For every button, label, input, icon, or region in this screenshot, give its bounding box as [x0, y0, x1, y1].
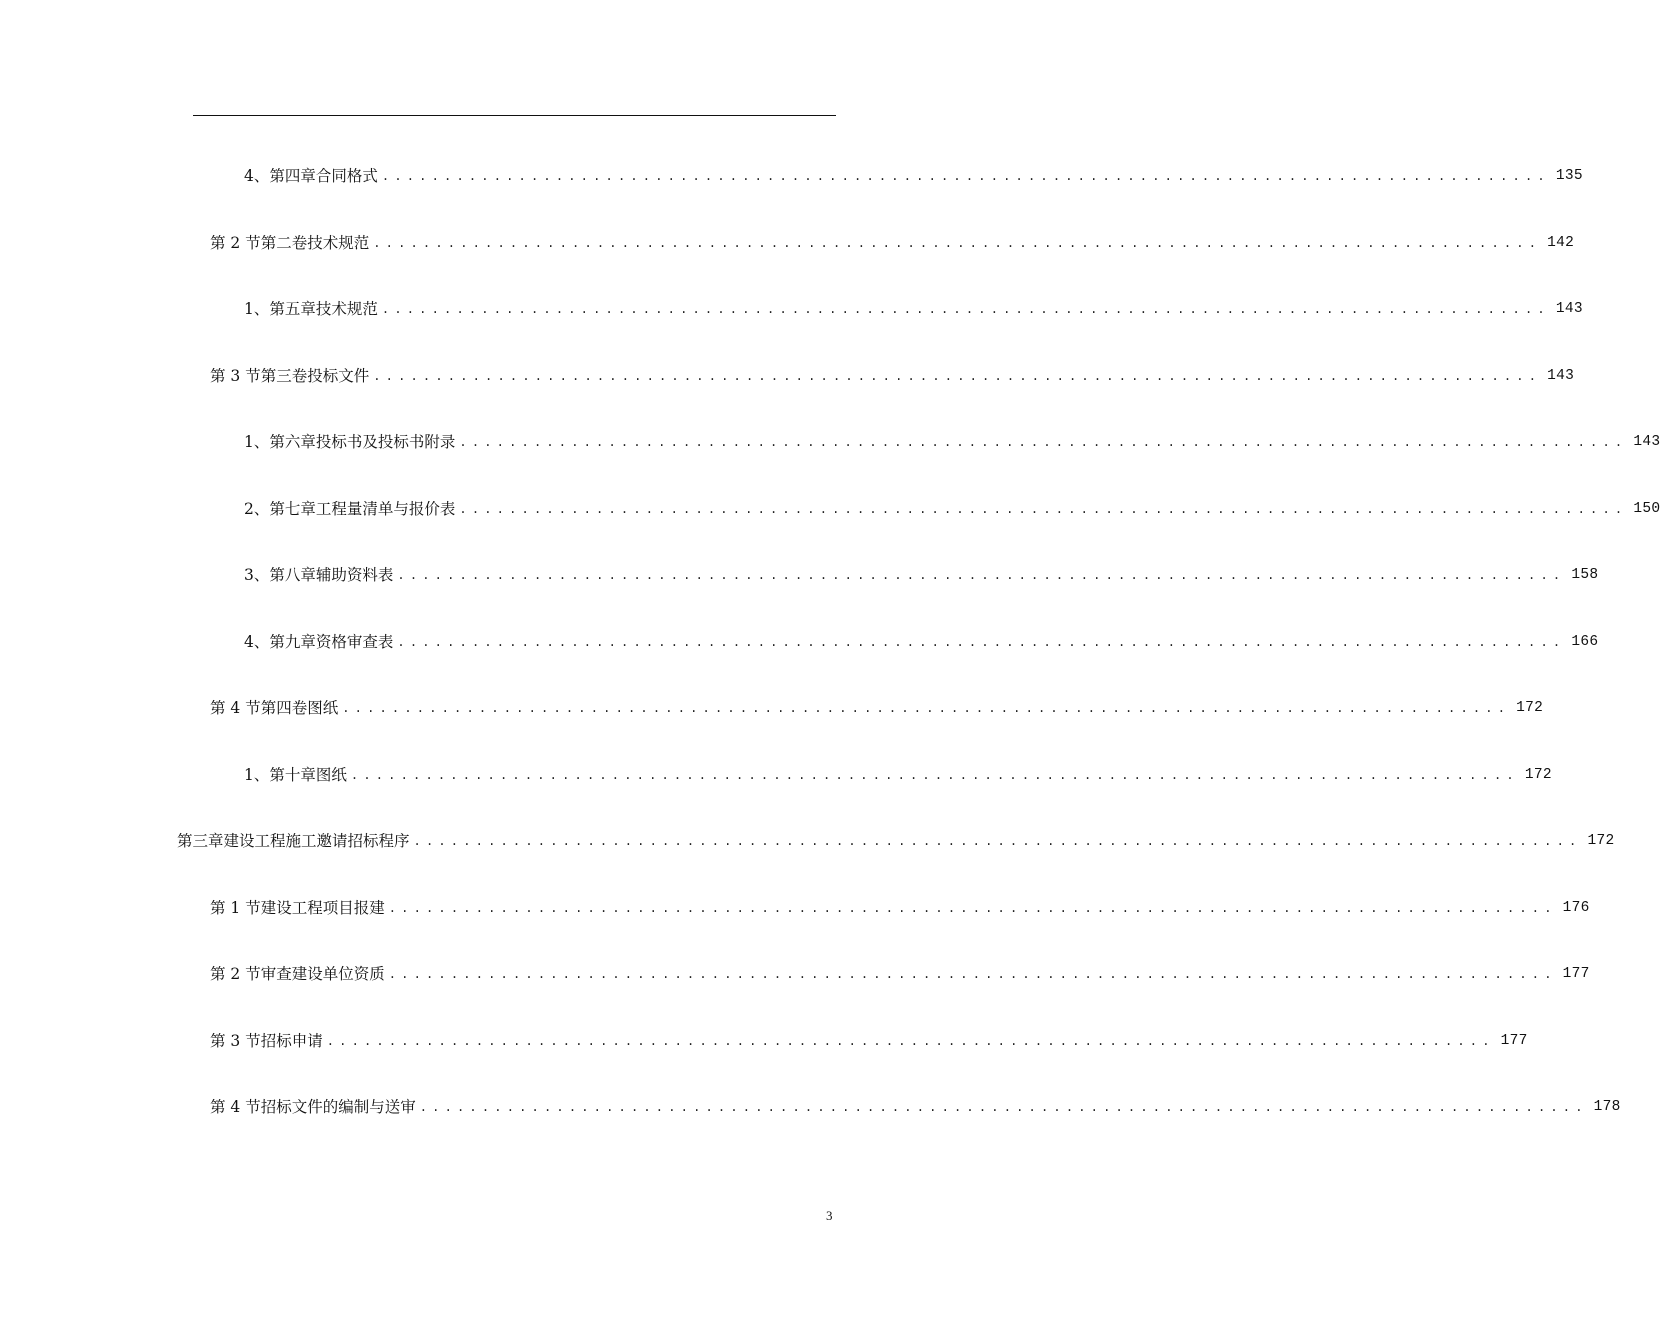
toc-entry[interactable] [244, 495, 1660, 519]
toc-entry-title: 第七章工程量清单与报价表 [269, 500, 456, 518]
toc-entry-page: 178 [1593, 1099, 1621, 1115]
toc-dot-leader: .............................................................................................. [326, 1034, 1495, 1048]
toc-entry[interactable] [210, 694, 1544, 718]
toc-entry-number: 1、 [244, 300, 270, 318]
toc-dot-leader: .............................................................................................. [381, 302, 1550, 316]
toc-dot-leader: .............................................................................................. [381, 169, 1550, 183]
toc-entry-number: 4、 [244, 167, 270, 185]
toc-entry[interactable] [210, 362, 1575, 386]
toc-entry-title: 第四卷图纸 [260, 699, 339, 717]
toc-entry-page: 150 [1633, 501, 1660, 517]
toc-entry[interactable] [210, 960, 1590, 984]
footer-page-number: 3 [826, 1208, 833, 1223]
toc-dot-leader: .............................................................................................. [413, 834, 1582, 848]
toc-entry-page: 143 [1555, 301, 1583, 317]
toc-entry-number: 第 4 节 [210, 699, 261, 717]
toc-entry-title: 第三卷投标文件 [260, 367, 370, 385]
toc-entry-title: 第八章辅助资料表 [269, 566, 394, 584]
toc-entry-page: 172 [1587, 833, 1615, 849]
toc-entry-title: 招标申请 [260, 1032, 323, 1050]
toc-entry-page: 172 [1516, 700, 1544, 716]
toc-entry[interactable] [244, 628, 1599, 652]
toc-entry-title: 第九章资格审查表 [269, 633, 394, 651]
toc-dot-leader: .............................................................................................. [388, 967, 1557, 981]
toc-dot-leader: .............................................................................................. [388, 901, 1557, 915]
toc-entry-page: 143 [1547, 368, 1575, 384]
toc-entry-number: 4、 [244, 633, 270, 651]
toc-dot-leader: .............................................................................................. [459, 435, 1628, 449]
toc-entry-number: 第 2 节 [210, 234, 261, 252]
toc-entry-title: 第四章合同格式 [269, 167, 378, 185]
toc-entry[interactable] [244, 761, 1552, 785]
toc-entry-page: 166 [1571, 634, 1599, 650]
toc-entry-page: 142 [1547, 235, 1575, 251]
toc-entry[interactable] [210, 1027, 1528, 1051]
toc-dot-leader: .............................................................................................. [373, 369, 1542, 383]
toc-entry-page: 172 [1524, 767, 1552, 783]
toc-entry[interactable] [244, 428, 1660, 452]
toc-entry-page: 135 [1555, 168, 1583, 184]
toc-dot-leader: .............................................................................................. [397, 635, 1566, 649]
toc-entry-number: 第 1 节 [210, 899, 261, 917]
toc-entry-number: 第 4 节 [210, 1098, 261, 1116]
toc-dot-leader: .............................................................................................. [459, 502, 1628, 516]
toc-dot-leader: .............................................................................................. [350, 768, 1519, 782]
toc-entry-title: 建设工程施工邀请招标程序 [223, 832, 410, 850]
toc-entry-number: 1、 [244, 433, 270, 451]
toc-entry-number: 1、 [244, 766, 270, 784]
toc-entry-title: 建设工程项目报建 [260, 899, 385, 917]
toc-entry[interactable] [210, 229, 1575, 253]
toc-entry[interactable] [210, 1093, 1621, 1117]
toc-entry[interactable] [177, 827, 1615, 851]
toc-entry-title: 第十章图纸 [269, 766, 347, 784]
toc-dot-leader: .............................................................................................. [419, 1100, 1588, 1114]
toc-entry[interactable] [210, 894, 1590, 918]
toc-dot-leader: .............................................................................................. [342, 701, 1511, 715]
toc-entry-page: 143 [1633, 434, 1660, 450]
toc-entry-number: 第 3 节 [210, 1032, 261, 1050]
toc-dot-leader: .............................................................................................. [373, 236, 1542, 250]
toc-entry[interactable] [244, 162, 1583, 186]
toc-entry-page: 176 [1562, 900, 1590, 916]
toc-entry-title: 第二卷技术规范 [260, 234, 370, 252]
toc-entry-title: 招标文件的编制与送审 [260, 1098, 416, 1116]
toc-entry-number: 第三章 [177, 832, 224, 850]
toc-entry-page: 177 [1562, 966, 1590, 982]
toc-entry-number: 3、 [244, 566, 270, 584]
toc-entry-page: 177 [1500, 1033, 1528, 1049]
toc-entry-title: 审查建设单位资质 [260, 965, 385, 983]
toc-entry-number: 第 3 节 [210, 367, 261, 385]
toc-entry-number: 2、 [244, 500, 270, 518]
toc-entry[interactable] [244, 295, 1583, 319]
toc-dot-leader: .............................................................................................. [397, 568, 1566, 582]
toc-entry-number: 第 2 节 [210, 965, 261, 983]
toc-entry-title: 第六章投标书及投标书附录 [269, 433, 456, 451]
toc-entry[interactable] [244, 561, 1599, 585]
toc-entry-page: 158 [1571, 567, 1599, 583]
toc-entry-title: 第五章技术规范 [269, 300, 378, 318]
